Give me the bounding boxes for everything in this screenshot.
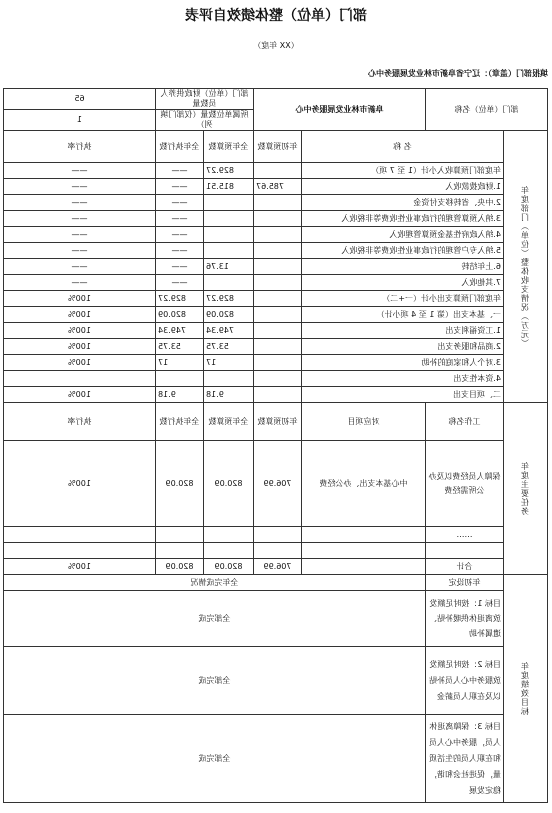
fund-initial: 785.67 <box>254 179 302 195</box>
sub-unit-value: 1 <box>4 110 156 131</box>
task-header-exec: 全年执行数 <box>156 403 204 441</box>
fund-row <box>4 307 548 323</box>
fund-initial <box>254 307 302 323</box>
fund-exec: 17 <box>156 355 204 371</box>
fund-initial <box>254 355 302 371</box>
goal-status: 全部完成 <box>4 715 426 803</box>
fund-row <box>4 291 548 307</box>
fund-full: 13.76 <box>204 259 254 275</box>
fund-rate: —— <box>4 179 156 195</box>
fund-full <box>204 243 254 259</box>
goal-row <box>4 591 548 647</box>
task-header-task: 工作名称 <box>426 403 504 441</box>
task-group-label: 年度主要任务 <box>504 403 548 575</box>
fund-header-item: 名 称 <box>302 131 504 163</box>
fund-group-label: 年度部门（单位）整体收支情况（万元） <box>504 131 548 403</box>
goal-status: 全部完成 <box>4 591 426 647</box>
fund-row <box>4 211 548 227</box>
fund-full: 829.27 <box>204 163 254 179</box>
fund-initial <box>254 211 302 227</box>
sub-unit-label: 所属单位数量（仅部门填列） <box>156 110 254 131</box>
fund-name: 一、基本支出（第 1 至 4 项小计） <box>302 307 504 323</box>
task-initial: 706.99 <box>254 441 302 527</box>
fund-row <box>4 227 548 243</box>
dept-name-value: 阜新市林业发展服务中心 <box>254 89 426 131</box>
staff-count-value: 65 <box>4 89 156 110</box>
task-full: 820.09 <box>204 441 254 527</box>
fund-rate <box>4 371 156 387</box>
fund-rate: 100% <box>4 339 156 355</box>
task-item: 中心基本支出、办公经费 <box>302 441 426 527</box>
fund-row <box>4 259 548 275</box>
fund-rate: —— <box>4 243 156 259</box>
fund-exec: —— <box>156 259 204 275</box>
task-header-rate: 执行率 <box>4 403 156 441</box>
goal-header-status: 全年完成情况 <box>4 575 426 591</box>
fund-full: 820.09 <box>204 307 254 323</box>
fund-initial <box>254 163 302 179</box>
fund-initial <box>254 371 302 387</box>
fund-name: 年度部门预算收入小计（1 至 7 项） <box>302 163 504 179</box>
fund-rate: 100% <box>4 387 156 403</box>
task-header-item: 对应项目 <box>302 403 426 441</box>
fund-full: 815.51 <box>204 179 254 195</box>
fund-initial <box>254 195 302 211</box>
fund-name: 3.纳入预算管理的行政事业性收费等非税收入 <box>302 211 504 227</box>
task-ellipsis: …… <box>426 527 504 543</box>
fund-row <box>4 339 548 355</box>
task-total-label: 合计 <box>426 559 504 575</box>
task-total-row <box>4 559 548 575</box>
fund-exec: —— <box>156 243 204 259</box>
fund-exec: 820.09 <box>156 307 204 323</box>
page-title: 部门（单位）整体绩效自评表 <box>185 8 367 24</box>
task-total-initial: 706.99 <box>254 559 302 575</box>
fund-row <box>4 323 548 339</box>
goal-text: 目标 1：按时足额发放离退休供暖补贴、遗属补助 <box>426 591 504 647</box>
fund-header-initial: 年初预算数 <box>254 131 302 163</box>
goal-group-label: 年度绩效目标 <box>504 575 548 803</box>
goal-text: 目标 2：按时足额发放服务中心人员补贴以及在职人员薪金 <box>426 647 504 715</box>
fund-initial <box>254 323 302 339</box>
staff-count-label: 部门（单位）财政供养人员数量 <box>156 89 254 110</box>
fund-row <box>4 179 548 195</box>
goal-row <box>4 647 548 715</box>
fund-name: 2.商品和服务支出 <box>302 339 504 355</box>
fund-full: 829.27 <box>204 291 254 307</box>
fund-exec: 53.75 <box>156 339 204 355</box>
task-rate: 100% <box>4 441 156 527</box>
fund-rate: —— <box>4 275 156 291</box>
goal-text: 目标 3：保障离退休人员，服务中心人员和在职人员的生活质量，促进社会和谐，稳定发展 <box>426 715 504 803</box>
goal-header-goal: 年初设定 <box>426 575 504 591</box>
task-row <box>4 441 548 527</box>
fund-rate: 100% <box>4 307 156 323</box>
fund-exec: —— <box>156 179 204 195</box>
fund-rate: —— <box>4 259 156 275</box>
fund-rate: 100% <box>4 355 156 371</box>
fund-initial <box>254 291 302 307</box>
fund-name: 1.财政拨款收入 <box>302 179 504 195</box>
fund-exec: —— <box>156 275 204 291</box>
task-total-rate: 100% <box>4 559 156 575</box>
task-total-full: 820.09 <box>204 559 254 575</box>
fund-row <box>4 243 548 259</box>
fund-initial <box>254 227 302 243</box>
fund-header-full: 全年预算数 <box>204 131 254 163</box>
fund-full <box>204 211 254 227</box>
fund-initial <box>254 243 302 259</box>
fund-exec: —— <box>156 211 204 227</box>
fund-row <box>4 163 548 179</box>
fund-name: 4.纳入政府性基金预算管理收入 <box>302 227 504 243</box>
fund-name: 4.资本性支出 <box>302 371 504 387</box>
fund-rate: —— <box>4 227 156 243</box>
fund-row <box>4 275 548 291</box>
fund-row <box>4 355 548 371</box>
fund-full: 53.75 <box>204 339 254 355</box>
filler-unit: 填报部门（盖章）：辽宁省阜新市林业发展服务中心 <box>368 69 548 78</box>
fund-full <box>204 371 254 387</box>
fund-name: 2.中央、省转移支付资金 <box>302 195 504 211</box>
fund-full: 749.34 <box>204 323 254 339</box>
fund-row <box>4 195 548 211</box>
task-total-exec: 820.09 <box>156 559 204 575</box>
fund-exec: —— <box>156 227 204 243</box>
fund-row <box>4 371 548 387</box>
fund-name: 7.其他收入 <box>302 275 504 291</box>
fund-initial <box>254 275 302 291</box>
fund-initial <box>254 259 302 275</box>
fund-name: 年度部门预算支出小计（一+二） <box>302 291 504 307</box>
fund-full <box>204 227 254 243</box>
fund-rate: —— <box>4 211 156 227</box>
fund-initial <box>254 339 302 355</box>
task-header-full: 全年预算数 <box>204 403 254 441</box>
evaluation-table <box>3 88 548 803</box>
fund-rate: 100% <box>4 323 156 339</box>
fund-exec: 749.34 <box>156 323 204 339</box>
fund-header-exec: 全年执行数 <box>156 131 204 163</box>
fund-initial <box>254 387 302 403</box>
fund-name: 5.纳入专户管理的行政事业性收费等非税收入 <box>302 243 504 259</box>
fund-exec: —— <box>156 195 204 211</box>
fund-rate: —— <box>4 195 156 211</box>
fund-full <box>204 275 254 291</box>
task-header-initial: 年初预算数 <box>254 403 302 441</box>
fund-name: 1.工资福利支出 <box>302 323 504 339</box>
fund-full: 9.18 <box>204 387 254 403</box>
fund-exec: 829.27 <box>156 291 204 307</box>
task-name: 保障人员经费以及办公所需经费 <box>426 441 504 527</box>
fund-name: 二、项目支出 <box>302 387 504 403</box>
fund-row <box>4 387 548 403</box>
fund-rate: —— <box>4 163 156 179</box>
fund-name: 6.上年结转 <box>302 259 504 275</box>
fund-name: 3.对个人和家庭的补助 <box>302 355 504 371</box>
goal-status: 全部完成 <box>4 647 426 715</box>
fund-rate: 100% <box>4 291 156 307</box>
fund-exec: 9.18 <box>156 387 204 403</box>
goal-row <box>4 715 548 803</box>
fund-full: 17 <box>204 355 254 371</box>
fund-header-rate: 执行率 <box>4 131 156 163</box>
fund-full <box>204 195 254 211</box>
fund-exec <box>156 371 204 387</box>
fund-exec: —— <box>156 163 204 179</box>
task-exec: 820.09 <box>156 441 204 527</box>
year-line: （XX 年度） <box>253 41 299 50</box>
dept-name-label: 部门（单位）名称 <box>426 89 548 131</box>
